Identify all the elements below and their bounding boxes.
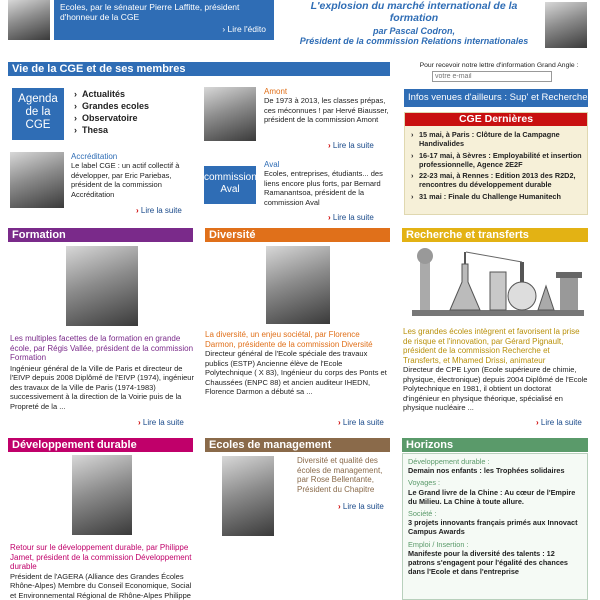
infos-banner[interactable]	[404, 89, 588, 107]
agenda-box[interactable]	[12, 88, 64, 140]
formation-photo	[66, 246, 138, 326]
vie-section-title: Vie de la CGE et de ses membres	[12, 63, 186, 75]
accreditation-text: Le label CGE : un actif collectif à développer, par Eric Pariebas, président de la commission Accréditation	[71, 161, 180, 199]
edito-more-link[interactable]: › Lire l'édito	[222, 24, 266, 34]
dernieres-item[interactable]: › 22-23 mai, à Rennes : Edition 2013 des R2D2, rencontres du développement durable	[411, 171, 583, 190]
diversite-lead[interactable]: La diversité, un enjeu sociétal, par Florence Darmon, présidente de la commission Diversité	[205, 330, 373, 349]
infos-banner-label: Infos venues d'ailleurs : Sup' et Recherche	[408, 92, 588, 103]
horizons-item-cat: Société :	[408, 509, 437, 519]
diversite-text: Directeur général de l'Ecole spéciale des travaux publics (ESTP) Ancienne élève de l'Ecole Polytechnique ( X 83), Ingénieur du corps des Ponts et Chaussées (ENPC 88) et ancien auditeur IHEDN, Florence Darmon a débuté sa ...	[205, 349, 387, 397]
horizons-item-text: Manifeste pour la diversité des talents : 12 patrons s'engagent pour l'égalité des chances dans l'Ecole et dans l'entreprise	[408, 548, 568, 577]
recherche-text: Directeur de CPE Lyon (Ecole supérieure de chimie, physique, électronique) depuis 2004 Diplômé de l'Ecole Polytechnique en 1981, il obtient un doctorat d'ingénieur en physique théorique, spécialisé en physique nucléaire ...	[403, 365, 588, 413]
horizons-item[interactable]	[408, 478, 582, 506]
formation-header	[8, 228, 193, 242]
dernieres-box	[404, 112, 588, 215]
accreditation-photo	[10, 152, 64, 208]
formation-block	[10, 334, 196, 411]
headline-author-photo	[545, 2, 587, 48]
formation-text: Ingénieur général de la Ville de Paris et directeur de l'EIVP depuis 2008 Diplômé de l'EIVP (1974), ingénieur des travaux de la Ville de Paris (1974-1983) successivement à la direction de la Voirie puis de la Propreté de la ...	[10, 363, 194, 411]
edito-box	[54, 0, 274, 40]
diversite-title: Diversité	[209, 229, 256, 241]
dernieres-item[interactable]: › 31 mai : Finale du Challenge Humanitech	[411, 192, 583, 201]
horizons-box	[402, 453, 588, 600]
management-title: Ecoles de management	[209, 439, 332, 451]
vie-links	[74, 88, 149, 136]
recherche-lead[interactable]: Les grandes écoles intègrent et favorisent la prise de risque et l'innovation, par Gérard Pignault, président de la commission Recherche et Transferts, et Mhamed Drissi, animateur	[403, 327, 580, 365]
diversite-photo	[266, 246, 330, 324]
horizons-item[interactable]	[408, 509, 582, 537]
link-observatoire[interactable]: › Observatoire	[74, 112, 149, 124]
devdurable-title: Développement durable	[12, 439, 137, 451]
devdurable-header	[8, 438, 193, 452]
horizons-item[interactable]	[408, 540, 582, 577]
horizons-header	[402, 438, 588, 452]
aval-title[interactable]: Aval	[264, 160, 280, 169]
horizons-item[interactable]	[408, 457, 582, 475]
recherche-more-link[interactable]: › Lire la suite	[536, 418, 582, 427]
byline-2: Président de la commission Relations internationales	[299, 36, 529, 46]
agenda-label: Agenda de la CGE	[18, 93, 58, 131]
formation-more-link[interactable]: › Lire la suite	[138, 418, 184, 427]
accreditation-title[interactable]: Accréditation	[71, 152, 118, 161]
dernieres-list	[405, 126, 587, 201]
amont-more-link[interactable]: › Lire la suite	[328, 141, 374, 150]
amont-photo	[204, 87, 256, 141]
devdurable-text: Président de l'AGERA (Alliance des Grandes Écoles Rhône-Alpes) Membre du Conseil Economique, Social et Environnemental Régional de Rhône-Alpes Philippe	[10, 571, 192, 600]
dernieres-item[interactable]: › 16-17 mai, à Sèvres : Employabilité et insertion professionnelle, Agence 2E2F	[411, 151, 583, 170]
horizons-item-text: 3 projets innovants français primés aux Innovact Campus Awards	[408, 518, 578, 537]
newsletter-email-input[interactable]	[432, 71, 552, 82]
edito-author-photo	[8, 0, 50, 40]
edito-text: Ecoles, par le sénateur Pierre Laffitte, président d'honneur de la CGE	[60, 2, 240, 22]
byline-1: par Pascal Codron,	[372, 26, 456, 36]
devdurable-photo	[72, 455, 132, 535]
horizons-item-cat: Développement durable :	[408, 457, 490, 466]
formation-lead[interactable]: Les multiples facettes de la formation en grande école, par Régis Vallée, président de la commission Formation	[10, 334, 194, 362]
aval-block	[264, 160, 390, 207]
link-actualites[interactable]: › Actualités	[74, 88, 149, 100]
formation-title: Formation	[12, 229, 66, 241]
aval-badge[interactable]	[204, 166, 256, 204]
management-block	[297, 456, 391, 494]
horizons-item-text: Le Grand livre de la Chine : Au cœur de l'Empire du Milieu. La Chine à toute allure.	[408, 487, 576, 506]
management-photo	[222, 456, 274, 536]
management-header	[205, 438, 390, 452]
horizons-title: Horizons	[406, 439, 454, 451]
dernieres-item[interactable]: › 15 mai, à Paris : Clôture de la Campagne Handivalides	[411, 130, 583, 149]
diversite-more-link[interactable]: › Lire la suite	[338, 418, 384, 427]
horizons-item-text: Demain nos enfants : les Trophées solidaires	[408, 466, 565, 476]
recherche-title: Recherche et transferts	[406, 229, 529, 241]
recherche-header	[402, 228, 588, 242]
management-more-link[interactable]: › Lire la suite	[338, 502, 384, 511]
diversite-block	[205, 330, 391, 397]
aval-more-link[interactable]: › Lire la suite	[328, 213, 374, 222]
headline[interactable]: L'explosion du marché international de la formation	[310, 0, 518, 24]
link-thesa[interactable]: › Thesa	[74, 124, 149, 136]
newsletter-label: Pour recevoir notre lettre d'information Grand Angle :	[419, 62, 579, 69]
devdurable-lead[interactable]: Retour sur le développement durable, par Philippe Jamet, président de la commission Développement durable	[10, 543, 192, 571]
aval-badge-label: commission Aval	[204, 172, 257, 195]
accreditation-more-link[interactable]: › Lire la suite	[136, 206, 182, 215]
horizons-item-cat: Voyages :	[408, 478, 441, 488]
amont-text: De 1973 à 2013, les classes prépas, ces méconnues ! par Hervé Biausser, président de la commission Amont	[264, 96, 389, 125]
diversite-header	[205, 228, 390, 242]
devdurable-block	[10, 543, 196, 600]
amont-block	[264, 87, 390, 125]
vie-section-header	[8, 62, 390, 76]
lab-illustration	[410, 242, 586, 322]
management-lead[interactable]: Diversité et qualité des écoles de management, par Rose Bellentante, Président du Chapitre	[297, 456, 383, 494]
amont-title[interactable]: Amont	[264, 87, 288, 96]
headline-block	[290, 0, 538, 46]
accreditation-block	[71, 152, 199, 199]
dernieres-title: CGE Dernières	[405, 113, 587, 126]
recherche-block	[403, 327, 589, 413]
link-grandes-ecoles[interactable]: › Grandes ecoles	[74, 100, 149, 112]
aval-text: Ecoles, entreprises, étudiants... des liens encore plus forts, par Bernard Ramanantsoa, président de la commission Aval	[264, 169, 383, 207]
horizons-item-cat: Emploi / Insertion :	[408, 539, 469, 549]
